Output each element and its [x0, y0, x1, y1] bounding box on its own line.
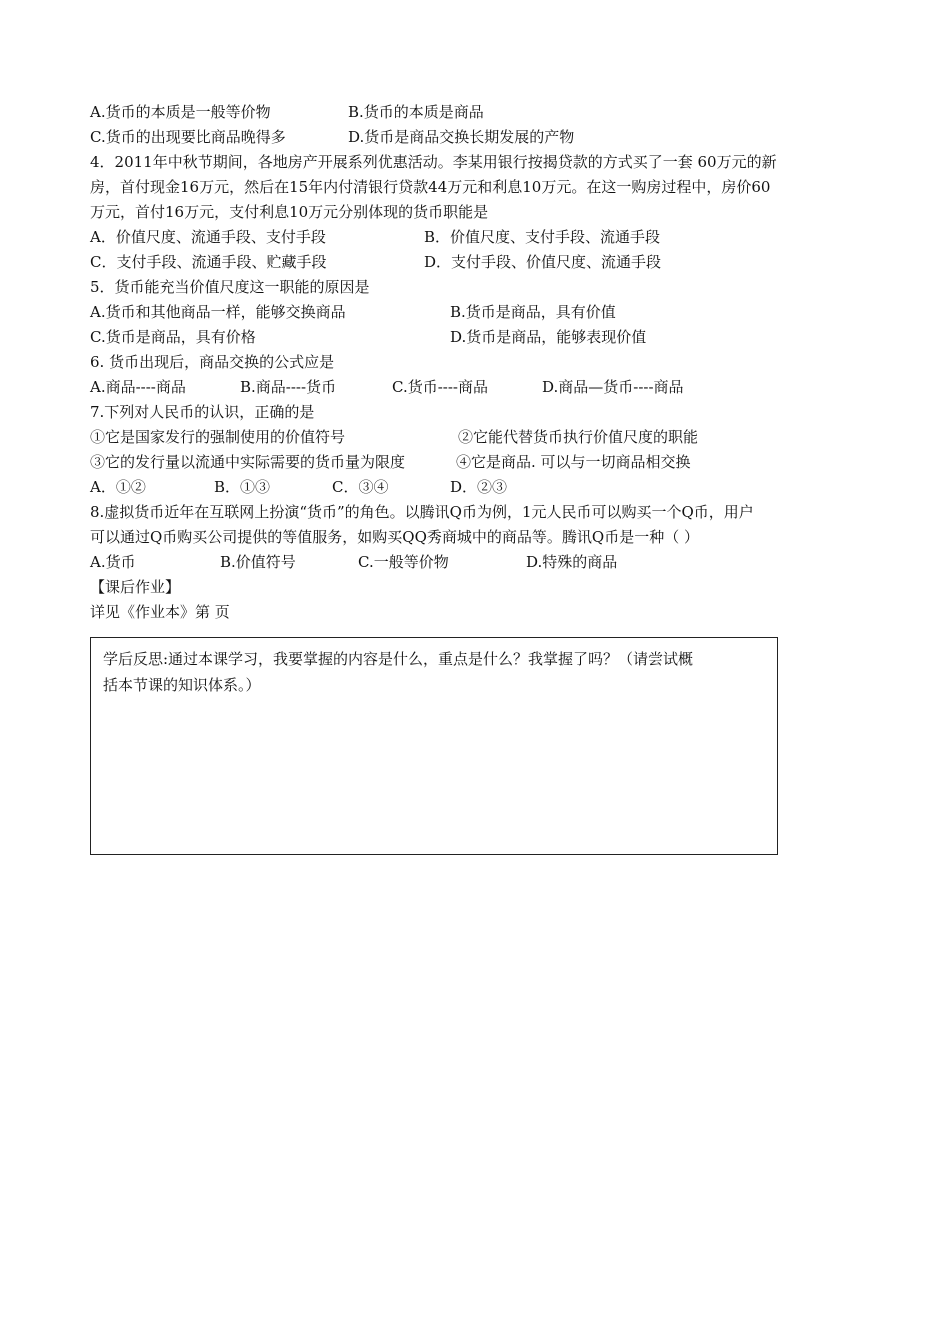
q7-option-d: D．②③: [450, 478, 508, 496]
q4-option-a: A．价值尺度、流通手段、支付手段: [90, 228, 326, 246]
reflection-line2: 括本节课的知识体系。）: [103, 676, 261, 694]
q8-option-d: D.特殊的商品: [526, 553, 618, 571]
q5-stem: 5．货币能充当价值尺度这一职能的原因是: [90, 278, 370, 296]
q5-option-a: A.货币和其他商品一样，能够交换商品: [90, 303, 346, 321]
questions-area: [90, 100, 870, 625]
q5-option-d: D.货币是商品，能够表现价值: [450, 328, 647, 346]
q4-options-row1: [90, 225, 870, 250]
q4-stem-line1: 4．2011年中秋节期间，各地房产开展系列优惠活动。李某用银行按揭贷款的方式买了一套 60万元的新: [90, 153, 777, 171]
q7-option-b: B．①③: [214, 478, 271, 496]
q4-options-row2: [90, 250, 870, 275]
q3-options-row2: [90, 125, 870, 150]
q4-stem-line3: 万元，首付16万元，支付利息10万元分别体现的货币职能是: [90, 203, 489, 221]
q6-option-b: B.商品----货币: [240, 378, 337, 396]
q6-option-d: D.商品—货币----商品: [542, 378, 684, 396]
q7-option-a: A．①②: [90, 478, 146, 496]
q7-statement-1: ①它是国家发行的强制使用的价值符号: [90, 428, 346, 446]
q8-stem-line2: 可以通过Q币购买公司提供的等值服务，如购买QQ秀商城中的商品等。腾讯Q币是一种（ ）: [90, 528, 699, 546]
homework-text: 详见《作业本》第 页: [90, 603, 230, 621]
q7-statement-4: ④它是商品. 可以与一切商品相交换: [456, 453, 691, 471]
q6-options-row: [90, 375, 870, 400]
q3-option-c: C.货币的出现要比商品晚得多: [90, 128, 286, 146]
q7-options-row: [90, 475, 870, 500]
q8-options-row: [90, 550, 870, 575]
q7-statements-row1: [90, 425, 870, 450]
q3-option-a: A.货币的本质是一般等价物: [90, 103, 271, 121]
q4-option-c: C．支付手段、流通手段、贮藏手段: [90, 253, 327, 271]
q8-option-c: C.一般等价物: [358, 553, 449, 571]
q3-option-d: D.货币是商品交换长期发展的产物: [348, 128, 575, 146]
q7-stem: 7.下列对人民币的认识，正确的是: [90, 403, 315, 421]
q6-option-a: A.商品----商品: [90, 378, 186, 396]
q4-stem-line2: 房，首付现金16万元，然后在15年内付清银行贷款44万元和利息10万元。在这一购房过程中，房价60: [90, 178, 771, 196]
q8-option-a: A.货币: [90, 553, 136, 571]
q5-options-row2: [90, 325, 870, 350]
q5-options-row1: [90, 300, 870, 325]
q8-stem-line1: 8.虚拟货币近年在互联网上扮演“货币”的角色。以腾讯Q币为例，1元人民币可以购买一个Q币，用户: [90, 503, 754, 521]
q7-statement-3: ③它的发行量以流通中实际需要的货币量为限度: [90, 453, 406, 471]
q8-option-b: B.价值符号: [220, 553, 296, 571]
q3-options-row1: [90, 100, 870, 125]
q4-option-d: D．支付手段、价值尺度、流通手段: [424, 253, 662, 271]
q4-option-b: B．价值尺度、支付手段、流通手段: [424, 228, 661, 246]
q7-statement-2: ②它能代替货币执行价值尺度的职能: [458, 428, 699, 446]
q3-option-b: B.货币的本质是商品: [348, 103, 484, 121]
q7-statements-row2: [90, 450, 870, 475]
q6-option-c: C.货币----商品: [392, 378, 488, 396]
reflection-line1: 学后反思:通过本课学习，我要掌握的内容是什么，重点是什么？我掌握了吗？（请尝试概: [103, 650, 694, 668]
q5-option-c: C.货币是商品，具有价格: [90, 328, 256, 346]
q5-option-b: B.货币是商品，具有价值: [450, 303, 616, 321]
reflection-box: [90, 637, 778, 855]
q6-stem: 6. 货币出现后，商品交换的公式应是: [90, 353, 335, 371]
homework-heading: 【课后作业】: [90, 578, 181, 596]
q7-option-c: C．③④: [332, 478, 389, 496]
